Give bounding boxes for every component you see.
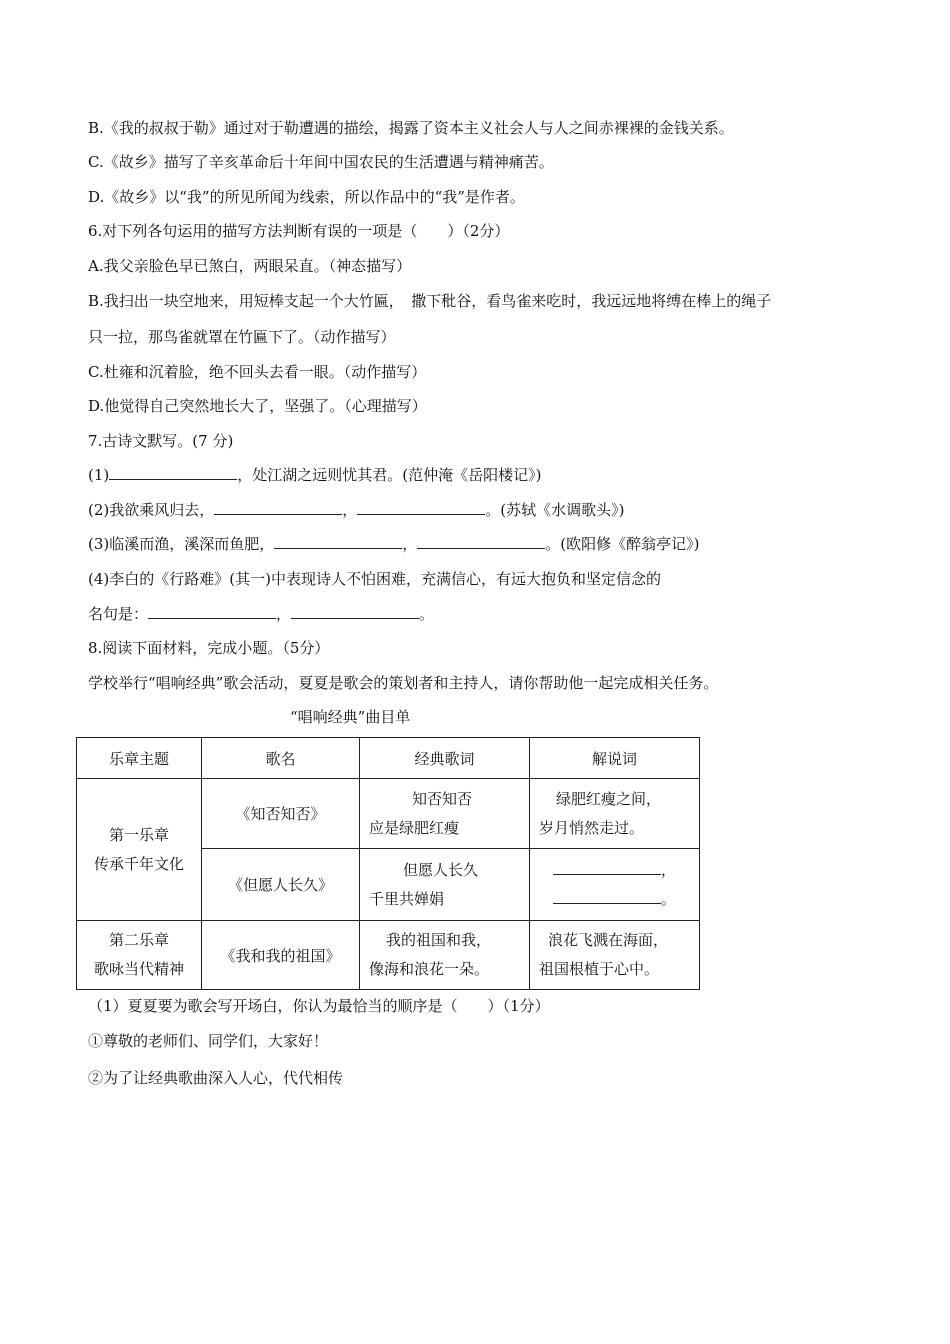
table-header-row	[77, 738, 700, 779]
song-name: 《但愿人长久》	[202, 849, 360, 921]
header-song: 歌名	[202, 738, 360, 779]
q6-option-b-line2: 只一拉，那鸟雀就罩在竹匾下了。（动作描写）	[88, 328, 396, 346]
chapter-two-cell	[77, 921, 202, 990]
q7-part2-separator: ，	[342, 501, 358, 519]
commentary-line: 祖国根植于心中。	[539, 960, 660, 978]
chapter-one-cell	[77, 779, 202, 921]
song-name: 《知否知否》	[202, 779, 360, 849]
q8-stem: 8.阅读下面材料，完成小题。（5分）	[88, 639, 330, 657]
q7-part4-end: 。	[419, 605, 435, 623]
chapter-label: 第二乐章	[108, 931, 169, 949]
answer-blank[interactable]	[214, 500, 342, 515]
lyrics-cell	[360, 779, 530, 849]
answer-blank[interactable]	[291, 604, 419, 619]
q7-part4-separator: ，	[276, 605, 292, 623]
answer-blank[interactable]	[148, 604, 276, 619]
q6-option-c: C.杜雍和沉着脸，绝不回头去看一眼。（动作描写）	[88, 363, 427, 381]
commentary-line: 浪花飞溅在海面，	[548, 931, 669, 949]
punctuation: 。	[661, 889, 677, 908]
commentary-line	[530, 856, 699, 885]
lyric-line: 千里共婵娟	[369, 889, 445, 908]
chapter-label: 第一乐章	[108, 825, 169, 844]
answer-blank[interactable]	[553, 889, 661, 904]
commentary-cell	[530, 921, 700, 990]
q6-stem: 6.对下列各句运用的描写方法判断有误的一项是（ ）（2分）	[88, 222, 510, 240]
table-row	[77, 779, 700, 849]
q7-part1-text: ，处江湖之远则忧其君。(范仲淹《岳阳楼记》)	[237, 466, 542, 484]
punctuation: ，	[661, 860, 677, 879]
q5-option-d: D.《故乡》以“我”的所见所闻为线索，所以作品中的“我”是作者。	[88, 188, 525, 206]
header-lyrics: 经典歌词	[360, 738, 530, 779]
answer-blank[interactable]	[357, 500, 485, 515]
answer-blank[interactable]	[417, 534, 545, 549]
q6-option-a: A.我父亲脸色早已煞白，两眼呆直。（神态描写）	[88, 257, 412, 275]
q8-item-1: ①尊敬的老师们、同学们，大家好！	[88, 1032, 329, 1050]
chapter-theme: 传承千年文化	[93, 854, 184, 873]
commentary-line	[530, 885, 699, 914]
commentary-line: 绿肥红瘦之间，	[556, 789, 662, 808]
q7-part3	[88, 534, 699, 554]
song-list-table	[76, 737, 700, 990]
lyric-line: 像海和浪花一朵。	[369, 960, 490, 978]
q7-part4-line1: (4)李白的《行路难》(其一)中表现诗人不怕困难，充满信心，有远大抱负和坚定信念的	[88, 570, 661, 588]
lyric-line: 知否知否	[412, 789, 473, 808]
q7-part1	[88, 465, 541, 485]
q7-part3-source: 。(欧阳修《醉翁亭记》)	[545, 535, 700, 553]
answer-blank[interactable]	[274, 534, 402, 549]
song-name: 《我和我的祖国》	[202, 921, 360, 990]
table-row	[77, 921, 700, 990]
q7-stem: 7.古诗文默写。(7 分)	[88, 432, 234, 450]
lyrics-cell	[360, 921, 530, 990]
q8-intro: 学校举行“唱响经典”歌会活动，夏夏是歌会的策划者和主持人，请你帮助他一起完成相关任务。	[88, 674, 719, 692]
lyrics-cell	[360, 849, 530, 921]
q7-part2-text: (2)我欲乘风归去，	[88, 501, 215, 519]
q7-part4-line2	[88, 604, 434, 624]
header-theme: 乐章主题	[77, 738, 202, 779]
q5-option-c: C.《故乡》描写了辛亥革命后十年间中国农民的生活遭遇与精神痛苦。	[88, 153, 554, 171]
table-title: “唱响经典”曲目单	[290, 708, 411, 726]
header-commentary: 解说词	[530, 738, 700, 779]
q7-part2	[88, 500, 624, 520]
q7-part4-prefix: 名句是：	[88, 605, 149, 623]
q8-subquestion-1: （1）夏夏要为歌会写开场白，你认为最恰当的顺序是（ ）（1分）	[88, 997, 550, 1015]
commentary-cell	[530, 779, 700, 849]
q6-option-b-line1: B.我扫出一块空地来，用短棒支起一个大竹匾， 撒下秕谷，看鸟雀来吃时，我远远地将缚在棒上的绳子	[88, 292, 772, 310]
lyric-line: 我的祖国和我，	[386, 931, 492, 949]
q7-part1-number: (1)	[88, 466, 110, 484]
q5-option-b: B.《我的叔叔于勒》通过对于勒遭遇的描绘，揭露了资本主义社会人与人之间赤裸裸的金钱关系。	[88, 119, 734, 137]
commentary-line: 岁月悄然走过。	[539, 818, 645, 837]
q7-part3-text: (3)临溪而渔，溪深而鱼肥，	[88, 535, 275, 553]
commentary-cell	[530, 849, 700, 921]
chapter-theme: 歌咏当代精神	[93, 960, 184, 978]
answer-blank[interactable]	[553, 860, 661, 875]
answer-blank[interactable]	[109, 465, 237, 480]
q8-item-2: ②为了让经典歌曲深入人心，代代相传	[88, 1069, 344, 1087]
q6-option-d: D.他觉得自己突然地长大了，坚强了。（心理描写）	[88, 397, 427, 415]
q7-part3-separator: ，	[402, 535, 418, 553]
q7-part2-source: 。(苏轼《水调歌头》)	[485, 501, 625, 519]
lyric-line: 但愿人长久	[403, 860, 479, 879]
lyric-line: 应是绿肥红瘦	[369, 818, 460, 837]
